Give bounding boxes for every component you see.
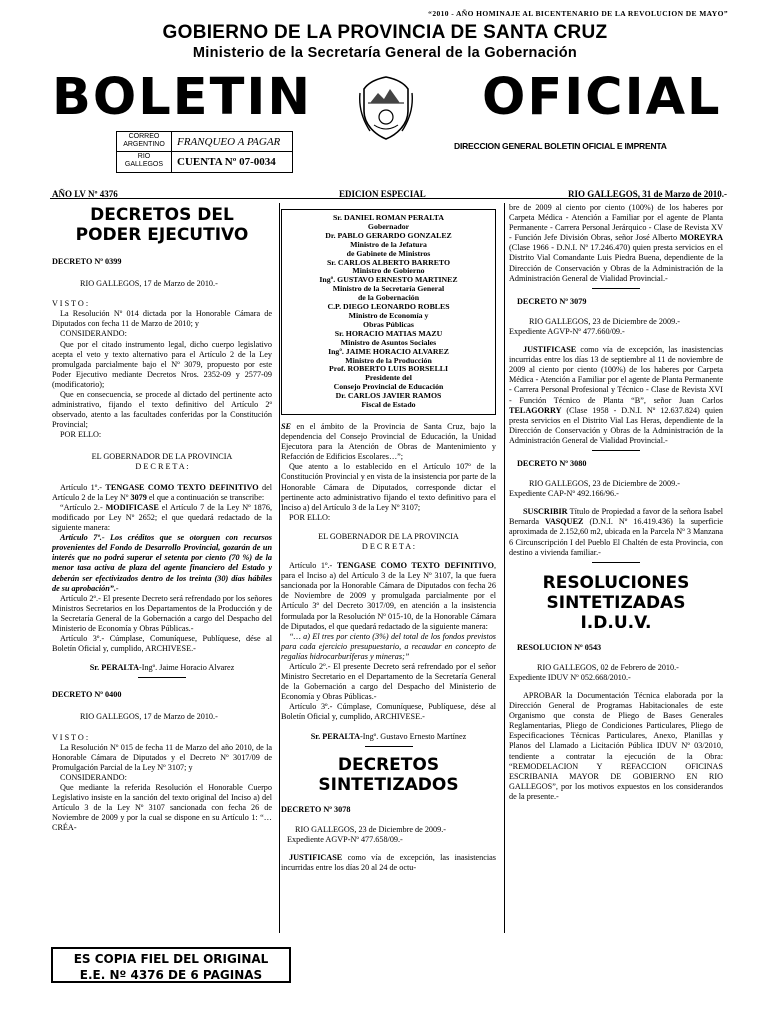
signature	[52, 663, 272, 673]
heading-line: PODER EJECUTIVO	[75, 225, 249, 245]
official-line: Consejo Provincial de Educación	[333, 382, 444, 392]
article-7-text: Artículo 7º.- Los créditos que se otorguen con recursos provenientes del Fondo de Desarrollo Provincial, gozarán de un interés que no podrá superar el setenta por ciento (70 %) de la menor tasa activa de plaza del agente financiero del Estado y deberán ser efectivizados dentro de los treinta (30) días hábiles de su aprobación”.-	[52, 533, 272, 593]
keyword: SUSCRIBIR	[523, 507, 568, 517]
official-line: Dr. CARLOS JAVIER RAMOS	[335, 391, 442, 401]
official-line: Obras Públicas	[363, 319, 414, 329]
paragraph: La Resolución Nº 015 de fecha 11 de Marzo del año 2010, de la Honorable Cámara de Diputados y el Decreto Nº 3017/09 de Promulgación Parcial de la Ley Nº 3107; y	[52, 742, 272, 772]
decree-date: RIO GALLEGOS, 17 de Marzo de 2010.-	[80, 279, 218, 289]
expediente: Expediente AGVP-Nº 477.660/09.-	[509, 326, 625, 336]
keyword: JUSTIFICASE	[523, 345, 577, 355]
stamp-rio: RIO	[137, 153, 151, 160]
paragraph-text: en el ámbito de la Provincia de Santa Cruz, bajo la dependencia del Consejo Provincial de Educación, la Unidad Ejecutora para la Atención de Obras de Mantenimiento y Refacción de Edificios Escolares…”;	[281, 421, 496, 462]
expediente: Expediente AGVP-Nº 477.658/09.-	[287, 834, 403, 844]
official-line: C.P. DIEGO LEONARDO ROBLES	[327, 302, 450, 312]
section-heading	[509, 573, 723, 633]
resolution-date: RIO GALLEGOS, 02 de Febrero de 2010.-	[537, 662, 679, 672]
paragraph: APROBAR la Documentación Técnica elaborada por la Dirección General de Programas Habitacionales de este Organismo que consta de Pliego de Bases Generales Reglamentarias, Pliego de Condiciones Particulares, Pliego de Especificaciones Técnicas Particulares, Anexo, Planillas y Planos del Llamado a Licitación Pública IDUV Nº 03/2010, tendiente a contratar la ejecución de la Obra: “REMODELACION Y REFACCION OFICINAS ESCRIBANIA MAYOR DE GOBIERNO EN RIO GALLEGOS”, por los motivos expuestos en los considerandos de la presente.-	[509, 691, 723, 801]
title-oficial: OFICIAL	[482, 68, 722, 127]
official-line: Gobernador	[367, 221, 410, 231]
official-line: Ministro de Asuntos Sociales	[340, 337, 437, 347]
certified-copy-box	[51, 947, 291, 983]
decree-number: DECRETO Nº 3078	[281, 804, 351, 814]
paragraph: Que mediante la referida Resolución el Honorable Cuerpo Legislativo insiste en la sanción del texto original del Inciso a) del Artículo 3 de la Ley Nº 3107 sancionada con fecha 26 de Noviembre de 2009 y por la cual se dispone en su Artículo 1: “… CRÉA-	[52, 783, 272, 833]
paragraph-text: bre de 2009 al ciento por ciento (100%) de los haberes por Carpeta Médica - Atención a Familiar por el agente de Planta Permanente - Carrera Personal Jerárquico - Clase de Revista XV - Función Jefe División Obras, señor José Alberto	[509, 203, 723, 243]
article-prefix: Artículo 1º.-	[60, 482, 106, 492]
separator	[592, 562, 640, 563]
decree-date: RIO GALLEGOS, 17 de Marzo de 2010.-	[80, 712, 218, 722]
separator	[365, 746, 413, 747]
porello-label: POR ELLO:	[289, 512, 331, 522]
column-divider	[279, 203, 280, 933]
law-number: 3079	[130, 492, 147, 502]
keyword: SE	[281, 421, 292, 431]
paragraph-text: (D.N.I. Nº 16.419.436) la superficie aproximada de 2.152,60 m2, ubicada en la Parcela Nº 3 Manzana 6 Circunscripción I del Pueblo El Chaltén de esta Provincia, con destino a vivienda familiar.-	[509, 517, 723, 557]
franqueo-label: FRANQUEO A PAGAR	[177, 136, 281, 148]
heading-line: DECRETOS DEL	[90, 205, 234, 225]
signer-name: Sr. PERALTA	[310, 731, 361, 741]
heading-line: RESOLUCIONES	[542, 572, 690, 593]
officials-box	[281, 209, 496, 415]
paragraph-text: (Clase 1958 - D.N.I. Nº 12.637.824) quien presta servicios en el Distrito Vial Las Heras, dependiente de la Dirección de Conservación y Obras de la Administración de la Administración General de Vialidad Provincial.-	[509, 405, 723, 445]
person-name: MOREYRA	[679, 233, 723, 243]
article-keyword: MODIFICASE	[105, 502, 159, 512]
signer-name: -Ingº. Jaime Horacio Alvarez	[139, 663, 235, 673]
article-3: Artículo 3º.- Cúmplase, Comuníquese, Publíquese, dése al Boletín Oficial y, cumplido, ARCHIVESE.-	[281, 702, 496, 722]
paragraph: Que en consecuencia, se procede al dictado del pertinente acto administrativo, fijando el texto definitivo del Artículo 2º observado, atento a las facultades conferidas por la Constitución Provincial;	[52, 390, 272, 430]
article-1	[281, 561, 496, 632]
official-line: Presidente del	[365, 373, 412, 383]
visto-label: V I S T O :	[52, 299, 89, 309]
person-name: TELAGORRY	[509, 405, 562, 415]
heading-line: SINTETIZADOS	[318, 774, 459, 795]
quoted-text: “… a) El tres por ciento (3%) del total de los fondos previstos para cada ejercicio presupuestario, a recaudar en concepto de regalías hidrocarburíferas y mineras;”	[281, 631, 496, 661]
signature	[281, 732, 496, 742]
column-3	[509, 203, 723, 802]
paragraph-text: Título de Propiedad a favor de la señora Isabel Bernarda	[509, 507, 723, 527]
issue-number: AÑO LV Nº 4376	[52, 189, 118, 199]
quoted-article	[52, 503, 272, 533]
official-line: Sr. CARLOS ALBERTO BARRETO	[326, 257, 451, 267]
expediente: Expediente CAP-Nº 492.166/96.-	[509, 489, 619, 499]
paragraph: Que por el citado instrumento legal, dicho cuerpo legislativo acepta el veto y texto alternativo para el Artículo 2 de la Ley promulgada parcialmente bajo el Nº 3079, propuesto por este Poder Ejecutivo mediante Decretos Nros. 2352-09 y 2577-09 (modificatorio);	[52, 339, 272, 389]
governor-label: EL GOBERNADOR DE LA PROVINCIA	[318, 531, 459, 541]
decree-number: DECRETO Nº 0399	[52, 257, 122, 266]
decree-date: RIO GALLEGOS, 23 de Diciembre de 2009.-	[529, 316, 680, 326]
decreta-label: D E C R E T A :	[361, 541, 416, 551]
keyword: JUSTIFICASE	[289, 852, 343, 862]
direccion-label: DIRECCION GENERAL BOLETIN OFICIAL E IMPRENTA	[454, 141, 667, 151]
article-keyword: TENGASE COMO TEXTO DEFINITIVO	[336, 561, 494, 571]
decree-date: RIO GALLEGOS, 23 de Diciembre de 2009.-	[529, 479, 680, 489]
visto-label: V I S T O :	[52, 732, 89, 742]
column-2	[281, 203, 496, 873]
expediente: Expediente IDUV Nº 052.668/2010.-	[509, 672, 631, 682]
decree-number: DECRETO Nº 3079	[517, 296, 587, 306]
article-3: Artículo 3º.- Cúmplase, Comuníquese, Publíquese, dése al Boletín Oficial y, cumplido, ARCHIVESE.-	[52, 634, 272, 654]
article-2: Artículo 2º.- El presente Decreto será refrendado por el señor Ministro Secretario en el Departamento de la Secretaría General de la Gobernación a cargo del Despacho del Ministerio de Economía y Obras Públicas.-	[281, 662, 496, 702]
separator	[592, 450, 640, 451]
decreta-label: D E C R E T A :	[135, 461, 189, 471]
official-line: Dr. PABLO GERARDO GONZALEZ	[325, 230, 452, 240]
article-text: el que a continuación se transcribe:	[146, 492, 265, 502]
official-line: Prof. ROBERTO LUIS BORSELLI	[328, 364, 449, 374]
heading-line: I.D.U.V.	[580, 612, 652, 633]
official-line: Ministro de la Producción	[345, 355, 432, 365]
header-rule	[50, 198, 720, 199]
paragraph-text: como vía de excepción, las inasistencias incurridas entre los días 20 al 24 de octu-	[281, 852, 496, 873]
separator	[138, 677, 186, 678]
article-text: el Artículo 7 de la Ley Nº 1876, modificado por Ley Nº 2652; el que quedará redactado de la siguiente manera:	[52, 502, 272, 533]
article-text: , para el Inciso a) del Artículo 3 de la Ley Nº 3107, la que fuera sancionada por la Honorable Cámara de Diputados con fecha 26 de Noviembre de 2009 y promulgada parcialmente por el Artículo 3º del Decreto 3017/09, en atención a la insistencia formulada por la Resolución Nº 015-10, de la Honorable Cámara de Diputados, el que quedará redactado de la siguiente manera:	[281, 561, 496, 631]
article-text: del Artículo 2 de la Ley Nº	[52, 482, 272, 502]
person-name: VASQUEZ	[544, 517, 584, 527]
article-1	[52, 483, 272, 503]
official-line: Fiscal de Estado	[361, 400, 416, 410]
edition-label: EDICION ESPECIAL	[339, 189, 426, 199]
stamp-argentino: ARGENTINO	[123, 141, 165, 148]
decree-date: RIO GALLEGOS, 23 de Diciembre de 2009.-	[295, 824, 446, 834]
official-line: de la Gobernación	[357, 293, 420, 303]
official-line: Ministro de Gobierno	[352, 266, 425, 276]
paragraph	[509, 507, 723, 557]
governor-label: EL GOBERNADOR DE LA PROVINCIA	[91, 451, 233, 461]
official-line: Ministro de Economía y	[348, 310, 429, 320]
cuenta-label: CUENTA Nº 07-0034	[177, 156, 276, 168]
paragraph-text: como vía de excepción, las inasistencias incurridas entre los días 13 de septiembre al 11 de noviembre de 2009 al ciento por ciento (100%) de los haberes por Carpeta Médica - Atención a Familiar por el agente de Planta Permanente - Carrera Personal Profesional y Técnico - Clase de Revista XVI - Función Técnico de Planta “B”, señor Juan Carlos	[509, 345, 723, 405]
resolution-number: RESOLUCION Nº 0543	[517, 642, 602, 652]
article-2: Artículo 2º.- El presente Decreto será refrendado por los señores Ministros Secretarios en los Departamentos de la Producción y de la Secretaría General de la Gobernación a cargo del Despacho del Ministerio de Economía y Obras Públicas.-	[52, 593, 272, 633]
considerando-label: CONSIDERANDO:	[60, 329, 127, 339]
signer-name: Sr. PERALTA	[89, 663, 139, 673]
coat-of-arms-icon	[356, 73, 416, 141]
separator	[592, 288, 640, 289]
postage-stamp	[116, 131, 293, 173]
paragraph	[281, 422, 496, 462]
issue-date: RIO GALLEGOS, 31 de Marzo de 2010.-	[568, 189, 727, 199]
decree-number: DECRETO Nº 0400	[52, 690, 122, 700]
official-line: Ingº. GUSTAVO ERNESTO MARTINEZ	[319, 275, 458, 285]
paragraph	[509, 203, 723, 284]
stamp-gallegos: GALLEGOS	[124, 161, 164, 168]
paragraph	[509, 345, 723, 446]
official-line: Ingº. JAIME HORACIO ALVAREZ	[328, 346, 449, 356]
article-keyword: TENGASE COMO TEXTO DEFINITIVO	[105, 482, 259, 492]
considerando-label: CONSIDERANDO:	[60, 772, 127, 782]
official-line: Sr. HORACIO MATIAS MAZU	[334, 328, 443, 338]
copy-line: ES COPIA FIEL DEL ORIGINAL	[73, 952, 269, 966]
copy-line: E.E. Nº 4376 DE 6 PAGINAS	[79, 968, 263, 982]
official-line: Ministro de la Jefatura	[350, 239, 427, 249]
official-line: Sr. DANIEL ROMAN PERALTA	[332, 213, 445, 222]
section-heading	[52, 205, 272, 245]
motto-line: “2010 - AÑO HOMINAJE AL BICENTENARIO DE LA REVOLUCION DE MAYO”	[428, 9, 728, 18]
paragraph: Que atento a lo establecido en el Artículo 107º de la Constitución Provincial y en vista de la insistencia por parte de la Honorable Cámara de Diputados, corresponde dictar el pertinente acto administrativo fijando el texto definitivo para el Inciso a) del Artículo 3 de la Ley Nº 3107;	[281, 462, 496, 512]
official-line: Ministro de la Secretaría General	[332, 284, 445, 294]
article-prefix: Artículo 1º.-	[289, 561, 337, 571]
official-line: de Gabinete de Ministros	[346, 248, 431, 258]
column-1	[52, 203, 272, 834]
decree-number: DECRETO Nº 3080	[517, 458, 587, 468]
porello-label: POR ELLO:	[60, 430, 102, 440]
stamp-correo: CORREO	[128, 133, 160, 140]
paragraph	[281, 853, 496, 873]
heading-line: DECRETOS	[337, 754, 440, 775]
title-boletin: BOLETIN	[52, 68, 313, 127]
column-divider	[504, 203, 505, 933]
ministry-title: Ministerio de la Secretaría General de la Gobernación	[192, 45, 578, 61]
section-heading	[281, 755, 496, 795]
article-prefix: “Artículo 2.-	[60, 502, 106, 512]
government-title: GOBIERNO DE LA PROVINCIA DE SANTA CRUZ	[162, 22, 608, 43]
heading-line: SINTETIZADAS	[546, 592, 686, 613]
paragraph-text: (Clase 1966 - D.N.I. Nº 17.246.470) quien presta servicios en el Distrito Vial Comandante Luis Piedra Buena, dependiente de la Dirección de Conservación y Obras de la Administración de la Administración General de Vialidad Provincial.-	[509, 243, 723, 283]
signer-name: -Ingº. Gustavo Ernesto Martínez	[360, 731, 467, 741]
paragraph: La Resolución Nº 014 dictada por la Honorable Cámara de Diputados con fecha 11 de Marzo de 2010; y	[52, 309, 272, 329]
